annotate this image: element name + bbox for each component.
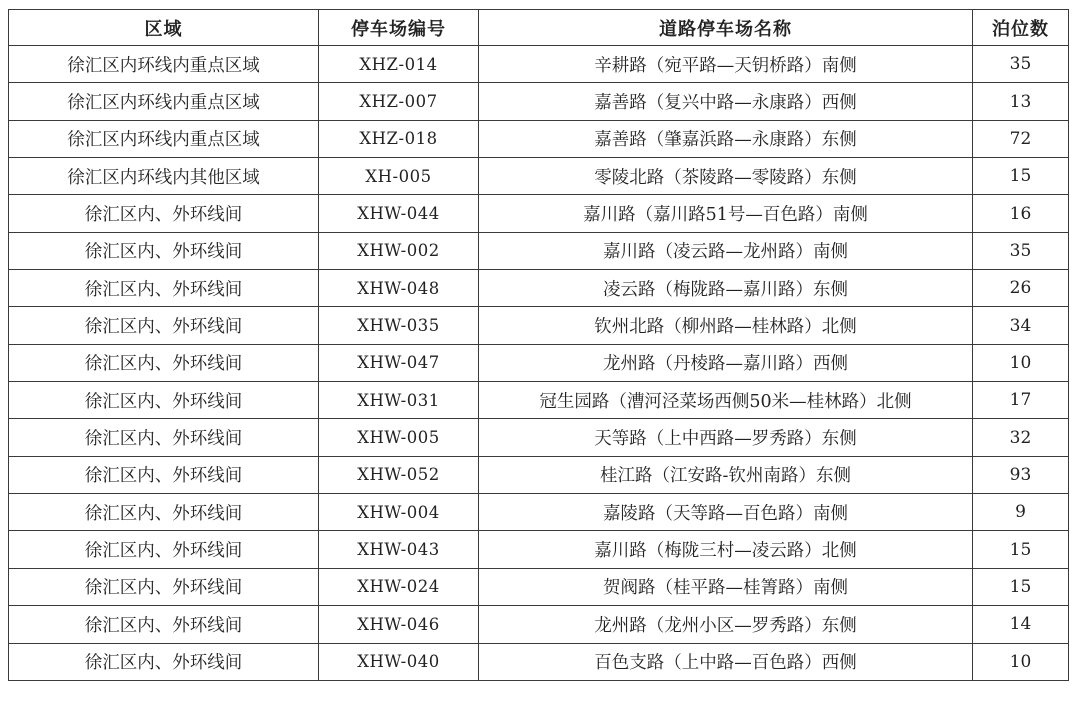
lot-code-cell: XHW-046: [319, 606, 479, 643]
region-cell: 徐汇区内、外环线间: [9, 307, 319, 344]
header-row: [9, 10, 1069, 46]
lot-code-cell: XHW-024: [319, 568, 479, 605]
header-lot-name: 道路停车场名称: [479, 10, 973, 46]
lot-code-cell: XHW-005: [319, 419, 479, 456]
region-cell: 徐汇区内环线内重点区域: [9, 46, 319, 83]
spaces-cell: 35: [973, 232, 1069, 269]
spaces-cell: 10: [973, 643, 1069, 680]
header-spaces: 泊位数: [973, 10, 1069, 46]
spaces-cell: 15: [973, 158, 1069, 195]
region-cell: 徐汇区内、外环线间: [9, 270, 319, 307]
header-lot-code: 停车场编号: [319, 10, 479, 46]
spaces-cell: 15: [973, 531, 1069, 568]
spaces-cell: 93: [973, 456, 1069, 493]
lot-code-cell: XHW-031: [319, 382, 479, 419]
region-cell: 徐汇区内、外环线间: [9, 195, 319, 232]
lot-name-cell: 辛耕路（宛平路—天钥桥路）南侧: [479, 46, 973, 83]
lot-name-cell: 嘉川路（梅陇三村—凌云路）北侧: [479, 531, 973, 568]
lot-name-cell: 嘉川路（嘉川路51号—百色路）南侧: [479, 195, 973, 232]
table-row: [9, 494, 1069, 531]
spaces-cell: 9: [973, 494, 1069, 531]
lot-code-cell: XHW-044: [319, 195, 479, 232]
lot-name-cell: 凌云路（梅陇路—嘉川路）东侧: [479, 270, 973, 307]
spaces-cell: 34: [973, 307, 1069, 344]
spaces-cell: 32: [973, 419, 1069, 456]
table-row: [9, 120, 1069, 157]
lot-code-cell: XHZ-018: [319, 120, 479, 157]
lot-name-cell: 百色支路（上中路—百色路）西侧: [479, 643, 973, 680]
lot-name-cell: 天等路（上中西路—罗秀路）东侧: [479, 419, 973, 456]
table-row: [9, 419, 1069, 456]
lot-name-cell: 嘉善路（复兴中路—永康路）西侧: [479, 83, 973, 120]
region-cell: 徐汇区内、外环线间: [9, 419, 319, 456]
spaces-cell: 13: [973, 83, 1069, 120]
lot-name-cell: 嘉川路（凌云路—龙州路）南侧: [479, 232, 973, 269]
lot-code-cell: XHW-043: [319, 531, 479, 568]
lot-name-cell: 龙州路（丹棱路—嘉川路）西侧: [479, 344, 973, 381]
region-cell: 徐汇区内、外环线间: [9, 531, 319, 568]
table-row: [9, 46, 1069, 83]
region-cell: 徐汇区内、外环线间: [9, 382, 319, 419]
header-region: 区域: [9, 10, 319, 46]
lot-name-cell: 龙州路（龙州小区—罗秀路）东侧: [479, 606, 973, 643]
spaces-cell: 26: [973, 270, 1069, 307]
spaces-cell: 16: [973, 195, 1069, 232]
lot-name-cell: 嘉善路（肇嘉浜路—永康路）东侧: [479, 120, 973, 157]
spaces-cell: 17: [973, 382, 1069, 419]
lot-code-cell: XHZ-014: [319, 46, 479, 83]
region-cell: 徐汇区内、外环线间: [9, 494, 319, 531]
lot-name-cell: 嘉陵路（天等路—百色路）南侧: [479, 494, 973, 531]
spaces-cell: 35: [973, 46, 1069, 83]
region-cell: 徐汇区内、外环线间: [9, 232, 319, 269]
lot-code-cell: XHZ-007: [319, 83, 479, 120]
region-cell: 徐汇区内、外环线间: [9, 606, 319, 643]
region-cell: 徐汇区内、外环线间: [9, 643, 319, 680]
lot-code-cell: XHW-035: [319, 307, 479, 344]
parking-table: [8, 9, 1069, 681]
table-header: [9, 10, 1069, 46]
lot-name-cell: 桂江路（江安路-钦州南路）东侧: [479, 456, 973, 493]
table-row: [9, 307, 1069, 344]
table-row: [9, 270, 1069, 307]
table-row: [9, 344, 1069, 381]
table-body: [9, 46, 1069, 681]
lot-code-cell: XHW-048: [319, 270, 479, 307]
region-cell: 徐汇区内环线内重点区域: [9, 120, 319, 157]
table-row: [9, 232, 1069, 269]
lot-code-cell: XHW-040: [319, 643, 479, 680]
region-cell: 徐汇区内环线内其他区域: [9, 158, 319, 195]
spaces-cell: 14: [973, 606, 1069, 643]
region-cell: 徐汇区内、外环线间: [9, 344, 319, 381]
lot-name-cell: 钦州北路（柳州路—桂林路）北侧: [479, 307, 973, 344]
lot-code-cell: XHW-004: [319, 494, 479, 531]
lot-code-cell: XHW-047: [319, 344, 479, 381]
region-cell: 徐汇区内环线内重点区域: [9, 83, 319, 120]
spaces-cell: 10: [973, 344, 1069, 381]
region-cell: 徐汇区内、外环线间: [9, 568, 319, 605]
table-row: [9, 158, 1069, 195]
table-row: [9, 456, 1069, 493]
table-row: [9, 195, 1069, 232]
lot-code-cell: XHW-002: [319, 232, 479, 269]
table-row: [9, 83, 1069, 120]
lot-name-cell: 冠生园路（漕河泾菜场西侧50米—桂林路）北侧: [479, 382, 973, 419]
table-row: [9, 643, 1069, 680]
table-row: [9, 382, 1069, 419]
region-cell: 徐汇区内、外环线间: [9, 456, 319, 493]
table-row: [9, 606, 1069, 643]
table-row: [9, 531, 1069, 568]
spaces-cell: 15: [973, 568, 1069, 605]
lot-code-cell: XHW-052: [319, 456, 479, 493]
lot-name-cell: 贺阀路（桂平路—桂箐路）南侧: [479, 568, 973, 605]
lot-name-cell: 零陵北路（茶陵路—零陵路）东侧: [479, 158, 973, 195]
spaces-cell: 72: [973, 120, 1069, 157]
lot-code-cell: XH-005: [319, 158, 479, 195]
table-row: [9, 568, 1069, 605]
